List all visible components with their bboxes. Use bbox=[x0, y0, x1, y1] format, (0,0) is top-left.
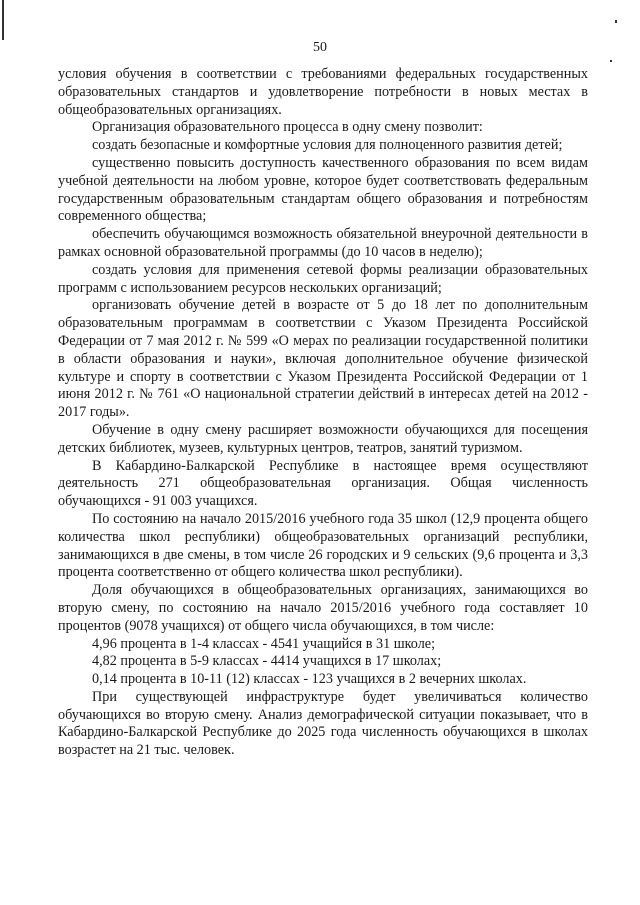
list-item: 0,14 процента в 10-11 (12) классах - 123 учащихся в 2 вечерних школах. bbox=[92, 671, 527, 688]
page-number: 50 bbox=[313, 40, 327, 55]
list-item: создать безопасные и комфортные условия для полноценного развития детей; bbox=[92, 137, 563, 154]
paragraph: Организация образовательного процесса в одну смену позволит: bbox=[92, 119, 483, 136]
paragraph: В Кабардино-Балкарской Республике в настоящее время осуществляют деятельность 271 общеобразовательная организация. Общая численность обучающихся - 91 003 учащихся. bbox=[58, 457, 588, 510]
scan-speck bbox=[610, 60, 612, 62]
paragraph: При существующей инфраструктуре будет увеличиваться количество обучающихся во вторую смену. Анализ демографической ситуации показывает, что в Кабардино-Балкарской Республике до 2025 года численность обучающихся в школах возрастет на 21 тыс. человек. bbox=[58, 688, 588, 759]
list-item: обеспечить обучающимся возможность обязательной внеурочной деятельности в рамках основной образовательной программы (до 10 часов в неделю); bbox=[58, 226, 588, 260]
list-item: 4,82 процента в 5-9 классах - 4414 учащихся в 17 школах; bbox=[92, 653, 442, 670]
paragraph-continuation: условия обучения в соответствии с требованиями федеральных государственных образовательных стандартов и удовлетворение потребности в новых местах в общеобразовательных организациях. bbox=[58, 66, 588, 118]
paragraph: Доля обучающихся в общеобразовательных организациях, занимающихся во вторую смену, по состоянию на начало 2015/2016 учебного года составляет 10 процентов (9078 учащихся) от общего числа обучающихся, в том числе: bbox=[58, 582, 588, 634]
paragraph: Обучение в одну смену расширяет возможности обучающихся для посещения детских библиотек, музеев, культурных центров, театров, занятий туризмом. bbox=[58, 421, 588, 456]
scan-speck bbox=[615, 20, 617, 23]
list-item: создать условия для применения сетевой формы реализации образовательных программ с использованием ресурсов нескольких организаций; bbox=[58, 261, 588, 296]
scan-edge-mark bbox=[2, 0, 4, 40]
paragraph: По состоянию на начало 2015/2016 учебного года 35 школ (12,9 процента общего количества школ республики) общеобразовательных организаций республики, занимающихся в две смены, в том числе 26 городских и 9 сельских (9,6 процента и 3,3 процента соответственно от общего количества школ республики). bbox=[58, 510, 588, 581]
document-body bbox=[58, 66, 588, 760]
list-item: существенно повысить доступность качественного образования по всем видам учебной деятельности на любом уровне, которое будет соответствовать федеральным государственным образовательным стандартам общего образования и потребностям современного общества; bbox=[58, 154, 588, 225]
list-item: 4,96 процента в 1-4 классах - 4541 учащийся в 31 школе; bbox=[92, 635, 436, 652]
list-item: организовать обучение детей в возрасте от 5 до 18 лет по дополнительным образовательным программам в соответствии с Указом Президента Российской Федерации от 7 мая 2012 г. № 599 «О мерах по реализации государственной политики в области образования и науки», включая дополнительное обучение физической культуре и спорту в соответствии с Указом Президента Российской Федерации от 1 июня 2012 г. № 761 «О национальной стратегии действий в интересах детей на 2012 - 2017 годы». bbox=[58, 297, 588, 421]
